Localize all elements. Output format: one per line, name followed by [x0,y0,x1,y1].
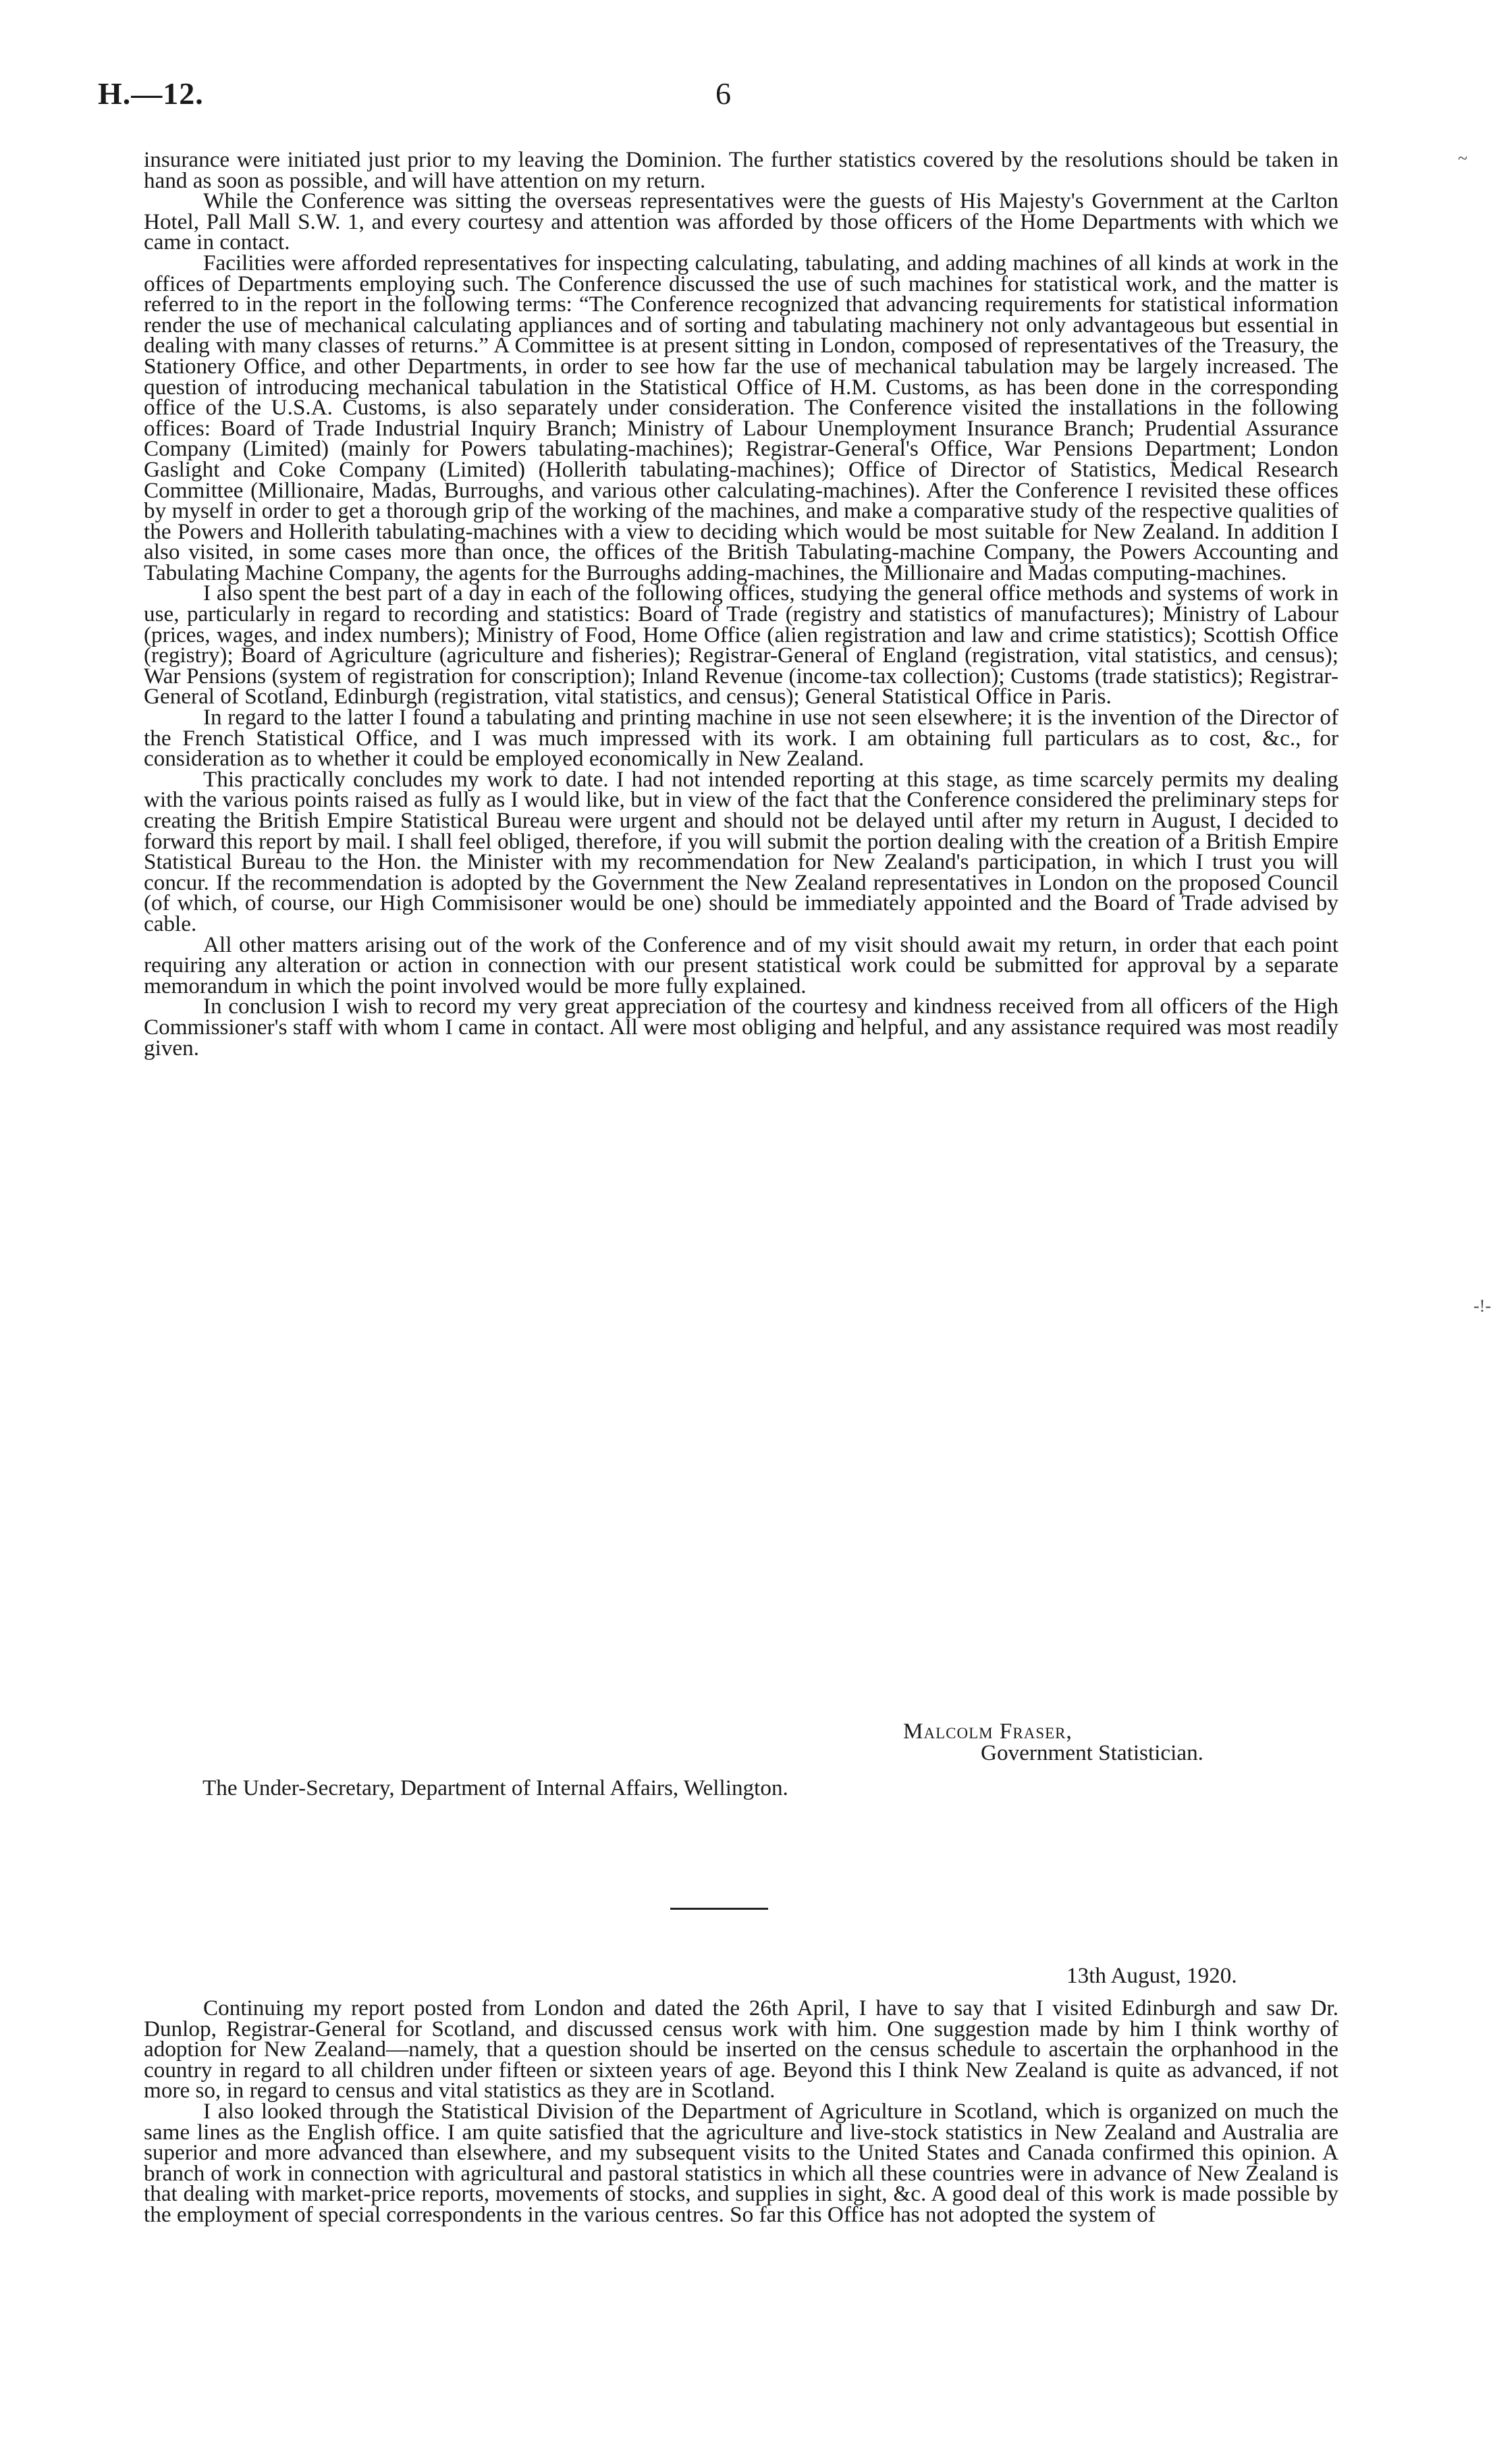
paragraph: All other matters arising out of the work of the Conference and of my visit should await my return, in order that each point requiring any alteration or action in connection with our present statistical work could be submitted for approval by a separate memorandum in which the point involved would be more fully explained. [144,932,1338,998]
paragraph: This practically concludes my work to date. I had not intended reporting at this stage, as time scarcely permits my dealing with the various points raised as fully as I would like, but in view of the fact that the Conference considered the preliminary steps for creating the British Empire Statistical Bureau were urgent and should not be delayed until after my return in August, I decided to forward this report by mail. I shall feel obliged, therefore, if you will submit the portion dealing with the creation of a British Empire Statistical Bureau to the Hon. the Minister with my recommendation for New Zealand's participation, in which I trust you will concur. If the recommendation is adopted by the Government the New Zealand representatives in London on the proposed Council (of which, of course, our High Commisisoner would be one) should be immediately appointed and the Board of Trade advised by cable. [144,766,1338,936]
paragraph: Continuing my report posted from London and dated the 26th April, I have to say that I visited Edinburgh and saw Dr. Dunlop, Registrar-General for Scotland, and discussed census work with him. One suggestion made by him I think worthy of adoption for New Zealand—namely, that a question should be inserted on the census schedule to ascertain the orphanhood in the country in regard to all children under fifteen or sixteen years of age. Beyond this I think New Zealand is quite as advanced, if not more so, in regard to census and vital statistics as they are in Scotland. [144,1996,1338,2104]
margin-mark: ~ [1458,149,1468,168]
letter-date: 13th August, 1920. [1066,1963,1237,1988]
page-number: 6 [715,76,731,111]
paragraph: insurance were initiated just prior to my leaving the Dominion. The further statistics covered by the resolutions should be taken in hand as soon as possible, and will have attention on my return. [144,147,1338,193]
paragraph: While the Conference was sitting the overseas representatives were the guests of His Majesty's Government at the Carlton Hotel, Pall Mall S.W. 1, and every courtesy and attention was afforded by those officers of the Home Departments with which we came in contact. [144,188,1338,255]
paragraph: In regard to the latter I found a tabulating and printing machine in use not seen elsewhere; it is the invention of the Director of the French Statistical Office, and I was much impressed with its work. I am obtaining full particulars as to cost, &c., for consideration as to whether it could be employed economically in New Zealand. [144,705,1338,772]
signature-title: Government Statistician. [981,1740,1203,1765]
paragraph: Facilities were afforded representatives for inspecting calculating, tabulating, and adding machines of all kinds at work in the offices of Departments employing such. The Conference discussed the use of such machines for statistical work, and the matter is referred to in the report in the following terms: “The Conference recognized that advancing requirements for statistical information render the use of mechanical calculating appliances and of sorting and tabulating machinery not only advantageous but essential in dealing with many classes of returns.” A Committee is at present sitting in London, composed of representatives of the Treasury, the Stationery Office, and other Departments, in order to see how far the use of mechanical tabulation may be largely increased. The question of introducing mechanical tabulation in the Statistical Office of H.M. Customs, as has been done in the corresponding office of the U.S.A. Customs, is also separately under consideration. The Conference visited the installations in the following offices: Board of Trade Industrial Inquiry Branch; Ministry of Labour Unemployment Insurance Branch; Prudential Assurance Company (Limited) (mainly for Powers tabulating-machines); Registrar-General's Office, War Pensions Department; London Gaslight and Coke Company (Limited) (Hollerith tabulating-machines); Office of Director of Statistics, Medical Research Committee (Millionaire, Madas, Burroughs, and various other calculating-machines). After the Conference I revisited these offices by myself in order to get a thorough grip of the working of the machines, and make a comparative study of the respective qualities of the Powers and Hollerith tabulating-machines with a view to deciding which would be most suitable for New Zealand. In addition I also visited, in some cases more than once, the offices of the British Tabulating-machine Company, the Powers Accounting and Tabulating Machine Company, the agents for the Burroughs adding-machines, the Millionaire and Madas computing-machines. [144,250,1338,585]
margin-mark: -!- [1473,1296,1491,1316]
paragraph: I also looked through the Statistical Division of the Department of Agriculture in Scotland, which is organized on much the same lines as the English office. I am quite satisfied that the agriculture and live-stock statistics in New Zealand and Australia are superior and more advanced than elsewhere, and my subsequent visits to the United States and Canada confirmed this opinion. A branch of work in connection with agricultural and pastoral statistics in which all these countries were in advance of New Zealand is that dealing with market-price reports, movements of stocks, and supplies in sight, &c. A good deal of this work is made possible by the employment of special correspondents in the various centres. So far this Office has not adopted the system of [144,2098,1338,2227]
section-divider [670,1908,768,1910]
report-reference: H.—12. [98,76,204,111]
addressee: The Under-Secretary, Department of Internal Affairs, Wellington. [202,1775,788,1800]
letter-body [144,1998,1338,2226]
letter-body [144,147,1338,1061]
paragraph: In conclusion I wish to record my very great appreciation of the courtesy and kindness received from all officers of the High Commissioner's staff with whom I came in contact. All were most obliging and helpful, and any assistance required was most readily given. [144,994,1338,1061]
signature-name: Malcolm Fraser, [903,1719,1073,1744]
paragraph: I also spent the best part of a day in each of the following offices, studying the general office methods and systems of work in use, particularly in regard to recording and statistics: Board of Trade (registry and statistics of manufactures); Ministry of Labour (prices, wages, and index numbers); Ministry of Food, Home Office (alien registration and law and crime statistics); Scottish Office (registry); Board of Agriculture (agriculture and fisheries); Registrar-General of England (registration, vital statistics, and census); War Pensions (system of registration for conscription); Inland Revenue (income-tax collection); Customs (trade statistics); Registrar-General of Scotland, Edinburgh (registration, vital statistics, and census); General Statistical Office in Paris. [144,581,1338,709]
